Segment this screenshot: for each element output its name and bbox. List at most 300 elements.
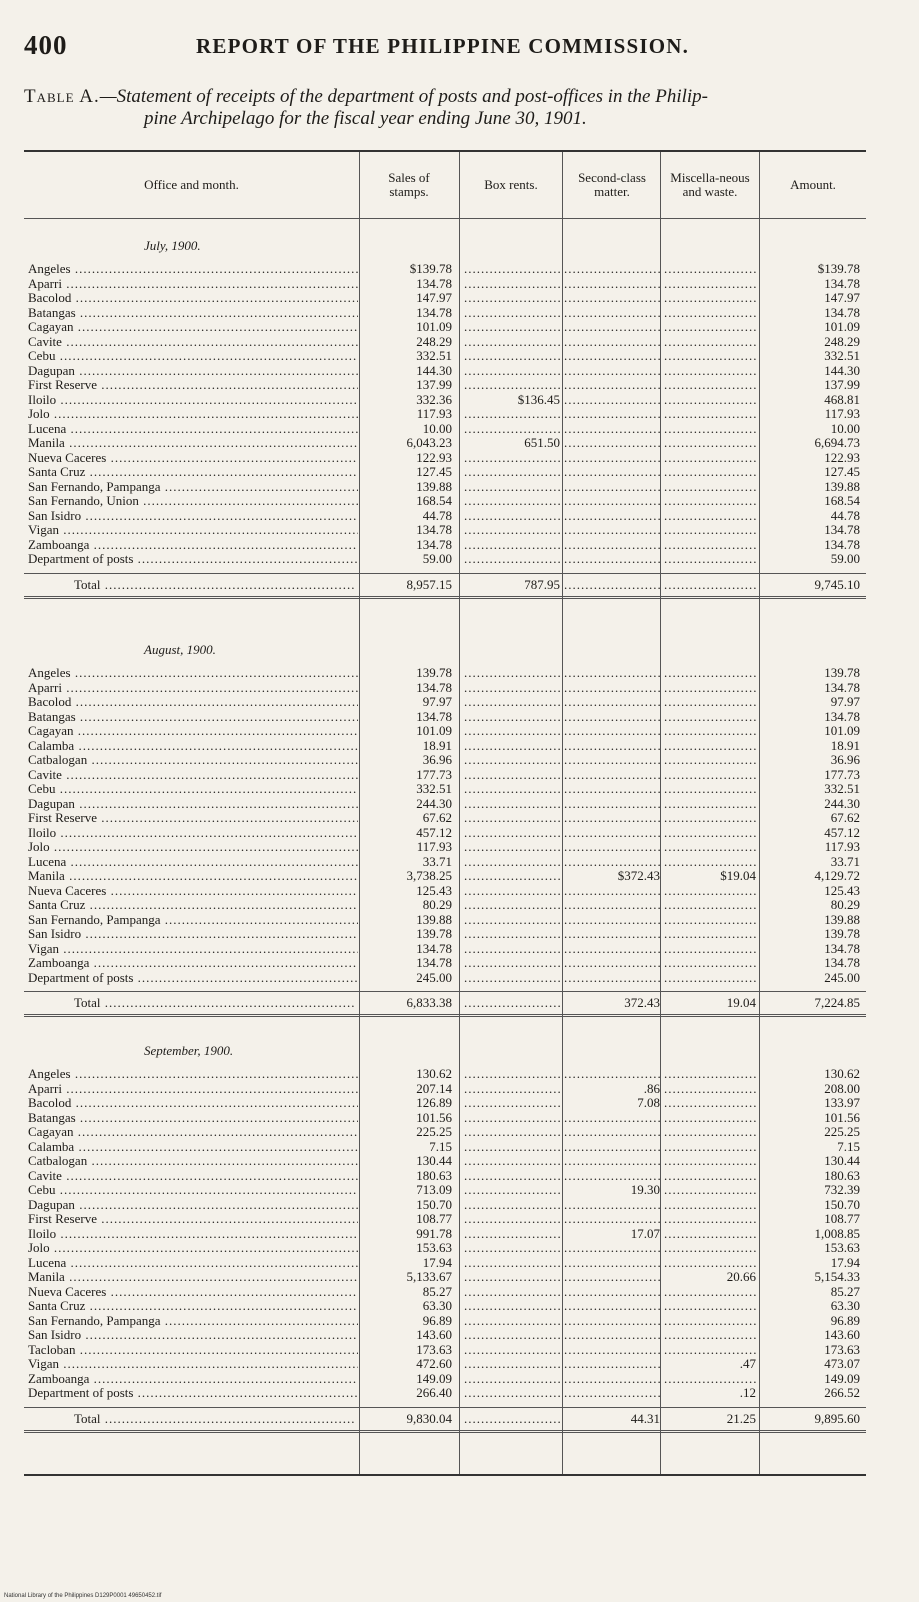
box-cell bbox=[464, 971, 560, 986]
office-name: San Isidro ..... bbox=[28, 927, 358, 942]
table-row bbox=[24, 942, 866, 957]
box-cell bbox=[464, 1227, 560, 1242]
table-row bbox=[24, 1241, 866, 1256]
misc-cell bbox=[664, 436, 756, 451]
amount-cell: 168.54 bbox=[824, 494, 860, 508]
misc-cell bbox=[664, 1299, 756, 1314]
office-name: Nueva Caceres ..... bbox=[28, 884, 358, 899]
misc-cell bbox=[664, 753, 756, 768]
amount-cell: 44.78 bbox=[830, 508, 860, 523]
office-name: Cavite ..... bbox=[28, 768, 358, 783]
office-name: Jolo ..... bbox=[28, 407, 358, 422]
amount-cell: 33.71 bbox=[830, 854, 860, 869]
second-cell bbox=[564, 1386, 660, 1401]
misc-cell: .12 bbox=[739, 1386, 756, 1400]
header-box-rents: Box rents. bbox=[484, 177, 538, 192]
misc-cell bbox=[664, 1096, 756, 1111]
office-name: San Fernando, Pampanga ..... bbox=[28, 480, 358, 495]
misc-cell bbox=[664, 1328, 756, 1343]
table-row bbox=[24, 1256, 866, 1271]
office-name: Cebu ..... bbox=[28, 782, 358, 797]
misc-cell bbox=[664, 884, 756, 899]
box-cell bbox=[464, 407, 560, 422]
caption-line-2: pine Archipelago for the fiscal year ending June 30, 1901. bbox=[144, 108, 587, 129]
stamps-cell: 245.00 bbox=[416, 970, 452, 985]
total-row bbox=[24, 1407, 866, 1433]
misc-cell bbox=[664, 666, 756, 681]
stamps-cell: 177.73 bbox=[416, 767, 452, 782]
office-name: Santa Cruz ..... bbox=[28, 1299, 358, 1314]
misc-cell bbox=[664, 364, 756, 379]
running-title: REPORT OF THE PHILIPPINE COMMISSION. bbox=[196, 34, 690, 58]
second-cell bbox=[564, 1372, 660, 1387]
table-row bbox=[24, 1082, 866, 1097]
office-name: Angeles ..... bbox=[28, 1067, 358, 1082]
amount-cell: 147.97 bbox=[824, 291, 860, 305]
box-cell bbox=[464, 1125, 560, 1140]
misc-cell bbox=[664, 942, 756, 957]
page-number: 400 bbox=[24, 30, 68, 60]
office-name: Zamboanga ..... bbox=[28, 1372, 358, 1387]
table-row bbox=[24, 666, 866, 681]
box-cell bbox=[464, 739, 560, 754]
misc-cell bbox=[664, 1212, 756, 1227]
misc-cell bbox=[664, 1198, 756, 1213]
table-row bbox=[24, 1125, 866, 1140]
office-name: San Isidro ..... bbox=[28, 1328, 358, 1343]
table-row bbox=[24, 710, 866, 725]
second-cell bbox=[564, 913, 660, 928]
table-row bbox=[24, 797, 866, 812]
page-header bbox=[24, 30, 894, 70]
misc-cell bbox=[664, 927, 756, 942]
amount-cell: 80.29 bbox=[830, 898, 860, 912]
stamps-cell: 134.78 bbox=[416, 537, 452, 552]
misc-cell bbox=[664, 768, 756, 783]
misc-cell bbox=[664, 840, 756, 855]
amount-cell: 473.07 bbox=[824, 1357, 860, 1371]
stamps-cell: 117.93 bbox=[416, 840, 452, 854]
office-name: First Reserve ..... bbox=[28, 378, 358, 393]
amount-cell: 18.91 bbox=[830, 738, 860, 753]
office-name: Aparri ..... bbox=[28, 1082, 358, 1097]
second-cell bbox=[564, 393, 660, 408]
table-row bbox=[24, 898, 866, 913]
office-name: Vigan ..... bbox=[28, 523, 358, 538]
box-cell bbox=[464, 1285, 560, 1300]
amount-cell: 1,008.85 bbox=[814, 1226, 860, 1241]
amount-cell: 245.00 bbox=[824, 970, 860, 985]
second-cell bbox=[564, 1111, 660, 1126]
stamps-cell: 130.44 bbox=[416, 1154, 452, 1168]
stamps-cell: 6,043.23 bbox=[406, 436, 452, 450]
office-name: Nueva Caceres ..... bbox=[28, 451, 358, 466]
table-row bbox=[24, 291, 866, 306]
second-cell bbox=[564, 753, 660, 768]
amount-cell: 248.29 bbox=[824, 334, 860, 349]
amount-cell: 153.63 bbox=[824, 1241, 860, 1255]
amount-cell: 134.78 bbox=[824, 680, 860, 695]
second-cell bbox=[564, 739, 660, 754]
office-name: Dagupan ..... bbox=[28, 1198, 358, 1213]
table-row bbox=[24, 1212, 866, 1227]
table-row bbox=[24, 1314, 866, 1329]
second-cell bbox=[564, 262, 660, 277]
misc-cell bbox=[664, 971, 756, 986]
box-cell bbox=[464, 840, 560, 855]
amount-cell: 208.00 bbox=[824, 1081, 860, 1096]
misc-cell bbox=[664, 898, 756, 913]
box-cell bbox=[464, 1357, 560, 1372]
amount-cell: 127.45 bbox=[824, 465, 860, 479]
box-cell bbox=[464, 1212, 560, 1227]
office-name: Cagayan ..... bbox=[28, 724, 358, 739]
office-name: Jolo ..... bbox=[28, 1241, 358, 1256]
stamps-cell: $139.78 bbox=[409, 262, 452, 276]
table-row bbox=[24, 927, 866, 942]
table-row bbox=[24, 753, 866, 768]
total-second-cell: 44.31 bbox=[630, 1410, 660, 1426]
table-row bbox=[24, 855, 866, 870]
second-cell bbox=[564, 291, 660, 306]
second-cell bbox=[564, 1328, 660, 1343]
second-cell bbox=[564, 956, 660, 971]
second-cell bbox=[564, 855, 660, 870]
box-cell bbox=[464, 1343, 560, 1358]
stamps-cell: 472.60 bbox=[416, 1357, 452, 1371]
stamps-cell: 134.78 bbox=[416, 709, 452, 724]
stamps-cell: 80.29 bbox=[422, 898, 452, 912]
box-cell bbox=[464, 1198, 560, 1213]
table-row bbox=[24, 956, 866, 971]
misc-cell: 20.66 bbox=[726, 1270, 756, 1284]
office-name: Nueva Caceres ..... bbox=[28, 1285, 358, 1300]
office-name: Santa Cruz ..... bbox=[28, 465, 358, 480]
stamps-cell: 143.60 bbox=[416, 1328, 452, 1342]
stamps-cell: 126.89 bbox=[416, 1096, 452, 1110]
box-cell bbox=[464, 927, 560, 942]
table-header bbox=[24, 152, 866, 219]
box-cell bbox=[464, 1067, 560, 1082]
stamps-cell: 10.00 bbox=[422, 421, 452, 436]
table-row bbox=[24, 1270, 866, 1285]
office-name: Iloilo ..... bbox=[28, 826, 358, 841]
box-cell: $136.45 bbox=[517, 392, 560, 407]
box-cell bbox=[464, 494, 560, 509]
office-name: Aparri ..... bbox=[28, 681, 358, 696]
table-row bbox=[24, 739, 866, 754]
stamps-cell: 134.78 bbox=[416, 956, 452, 970]
table-row bbox=[24, 451, 866, 466]
office-name: Bacolod ..... bbox=[28, 695, 358, 710]
office-name: Manila ..... bbox=[28, 1270, 358, 1285]
stamps-cell: 713.09 bbox=[416, 1183, 452, 1197]
amount-cell: 101.56 bbox=[824, 1110, 860, 1125]
table-row bbox=[24, 1372, 866, 1387]
second-cell bbox=[564, 349, 660, 364]
stamps-cell: 139.78 bbox=[416, 666, 452, 680]
office-name: San Fernando, Union ..... bbox=[28, 494, 358, 509]
amount-cell: 4,129.72 bbox=[814, 869, 860, 883]
table-row bbox=[24, 1154, 866, 1169]
table-row bbox=[24, 1169, 866, 1184]
second-cell bbox=[564, 695, 660, 710]
total-misc-cell bbox=[664, 574, 756, 596]
office-name: Catbalogan ..... bbox=[28, 753, 358, 768]
amount-cell: 85.27 bbox=[830, 1284, 860, 1299]
misc-cell bbox=[664, 306, 756, 321]
stamps-cell: 122.93 bbox=[416, 450, 452, 465]
stamps-cell: 137.99 bbox=[416, 378, 452, 392]
second-cell bbox=[564, 378, 660, 393]
total-second-cell: 372.43 bbox=[624, 995, 660, 1010]
box-cell bbox=[464, 480, 560, 495]
office-name: Lucena ..... bbox=[28, 855, 358, 870]
amount-cell: 6,694.73 bbox=[814, 436, 860, 450]
stamps-cell: 101.09 bbox=[416, 320, 452, 334]
stamps-cell: 3,738.25 bbox=[406, 869, 452, 883]
second-cell bbox=[564, 407, 660, 422]
stamps-cell: 173.63 bbox=[416, 1342, 452, 1357]
amount-cell: 67.62 bbox=[830, 811, 860, 825]
receipts-table bbox=[24, 150, 866, 1476]
box-cell bbox=[464, 724, 560, 739]
stamps-cell: 36.96 bbox=[422, 753, 452, 767]
office-name: First Reserve ..... bbox=[28, 811, 358, 826]
misc-cell bbox=[664, 538, 756, 553]
total-amount-cell: 9,745.10 bbox=[814, 576, 860, 592]
amount-cell: 133.97 bbox=[824, 1096, 860, 1110]
total-label: Total ..... bbox=[74, 574, 354, 596]
second-cell bbox=[564, 1357, 660, 1372]
table-row bbox=[24, 523, 866, 538]
misc-cell bbox=[664, 1314, 756, 1329]
misc-cell bbox=[664, 1082, 756, 1097]
table-row bbox=[24, 1299, 866, 1314]
office-name: Jolo ..... bbox=[28, 840, 358, 855]
second-cell bbox=[564, 797, 660, 812]
amount-cell: 139.78 bbox=[824, 666, 860, 680]
second-cell bbox=[564, 884, 660, 899]
misc-cell bbox=[664, 710, 756, 725]
amount-cell: 59.00 bbox=[830, 552, 860, 566]
stamps-cell: 85.27 bbox=[422, 1284, 452, 1299]
amount-cell: 7.15 bbox=[837, 1139, 860, 1154]
box-cell bbox=[464, 710, 560, 725]
second-cell bbox=[564, 277, 660, 292]
second-cell bbox=[564, 768, 660, 783]
box-cell bbox=[464, 942, 560, 957]
amount-cell: 17.94 bbox=[830, 1255, 860, 1270]
amount-cell: 139.88 bbox=[824, 479, 860, 494]
box-cell bbox=[464, 306, 560, 321]
stamps-cell: 59.00 bbox=[422, 552, 452, 566]
box-cell bbox=[464, 855, 560, 870]
total-box-cell: 787.95 bbox=[524, 576, 560, 592]
misc-cell bbox=[664, 1183, 756, 1198]
box-cell bbox=[464, 1111, 560, 1126]
amount-cell: 177.73 bbox=[824, 767, 860, 782]
stamps-cell: 139.78 bbox=[416, 927, 452, 941]
office-name: Iloilo ..... bbox=[28, 1227, 358, 1242]
table-row bbox=[24, 681, 866, 696]
box-cell bbox=[464, 666, 560, 681]
table-row bbox=[24, 494, 866, 509]
amount-cell: 130.44 bbox=[824, 1154, 860, 1168]
stamps-cell: 248.29 bbox=[416, 334, 452, 349]
total-second-cell bbox=[564, 574, 660, 596]
misc-cell bbox=[664, 1343, 756, 1358]
second-cell bbox=[564, 1241, 660, 1256]
misc-cell bbox=[664, 695, 756, 710]
office-name: Bacolod ..... bbox=[28, 291, 358, 306]
misc-cell bbox=[664, 956, 756, 971]
table-row bbox=[24, 378, 866, 393]
stamps-cell: 134.78 bbox=[416, 941, 452, 956]
box-cell bbox=[464, 1096, 560, 1111]
caption-label: Table A. bbox=[24, 86, 100, 107]
table-row bbox=[24, 335, 866, 350]
stamps-cell: 244.30 bbox=[416, 796, 452, 811]
misc-cell bbox=[664, 739, 756, 754]
amount-cell: 108.77 bbox=[824, 1212, 860, 1226]
amount-cell: 173.63 bbox=[824, 1342, 860, 1357]
box-cell bbox=[464, 811, 560, 826]
stamps-cell: 134.78 bbox=[416, 305, 452, 320]
stamps-cell: 150.70 bbox=[416, 1197, 452, 1212]
scan-footer: National Library of the Philippines D129P0001 49650452.tif bbox=[4, 1593, 162, 1599]
table-row bbox=[24, 826, 866, 841]
box-cell bbox=[464, 378, 560, 393]
amount-cell: 97.97 bbox=[830, 695, 860, 709]
table-row bbox=[24, 971, 866, 986]
misc-cell bbox=[664, 494, 756, 509]
table-row bbox=[24, 349, 866, 364]
box-cell bbox=[464, 422, 560, 437]
amount-cell: 332.51 bbox=[824, 782, 860, 796]
total-box-cell bbox=[464, 1408, 560, 1430]
office-name: San Fernando, Pampanga ..... bbox=[28, 1314, 358, 1329]
stamps-cell: 101.09 bbox=[416, 724, 452, 738]
table-row bbox=[24, 422, 866, 437]
second-cell bbox=[564, 1314, 660, 1329]
misc-cell bbox=[664, 320, 756, 335]
box-cell bbox=[464, 538, 560, 553]
stamps-cell: 44.78 bbox=[422, 508, 452, 523]
office-name: Batangas ..... bbox=[28, 306, 358, 321]
office-name: Department of posts ..... bbox=[28, 552, 358, 567]
table-row bbox=[24, 811, 866, 826]
amount-cell: 134.78 bbox=[824, 305, 860, 320]
second-cell bbox=[564, 1270, 660, 1285]
second-cell bbox=[564, 523, 660, 538]
office-name: Lucena ..... bbox=[28, 422, 358, 437]
misc-cell bbox=[664, 378, 756, 393]
stamps-cell: 134.78 bbox=[416, 680, 452, 695]
stamps-cell: 18.91 bbox=[422, 738, 452, 753]
box-cell bbox=[464, 913, 560, 928]
box-cell bbox=[464, 349, 560, 364]
amount-cell: 139.78 bbox=[824, 927, 860, 941]
stamps-cell: 134.78 bbox=[416, 276, 452, 291]
office-name: Iloilo ..... bbox=[28, 393, 358, 408]
office-name: Tacloban ..... bbox=[28, 1343, 358, 1358]
second-cell bbox=[564, 1067, 660, 1082]
office-name: Catbalogan ..... bbox=[28, 1154, 358, 1169]
box-cell bbox=[464, 884, 560, 899]
stamps-cell: 153.63 bbox=[416, 1241, 452, 1255]
table-row bbox=[24, 1285, 866, 1300]
amount-cell: 143.60 bbox=[824, 1328, 860, 1342]
second-cell: 7.08 bbox=[637, 1096, 660, 1110]
office-name: San Fernando, Pampanga ..... bbox=[28, 913, 358, 928]
office-name: Cagayan ..... bbox=[28, 320, 358, 335]
second-cell bbox=[564, 335, 660, 350]
stamps-cell: 5,133.67 bbox=[406, 1270, 452, 1284]
table-row bbox=[24, 465, 866, 480]
misc-cell bbox=[664, 465, 756, 480]
table-row bbox=[24, 1328, 866, 1343]
misc-cell bbox=[664, 811, 756, 826]
header-second-class: Second-class matter. bbox=[578, 170, 646, 199]
section-title: July, 1900. bbox=[144, 238, 201, 253]
table-row bbox=[24, 913, 866, 928]
amount-cell: 101.09 bbox=[824, 320, 860, 334]
second-cell bbox=[564, 1140, 660, 1155]
stamps-cell: 67.62 bbox=[422, 811, 452, 825]
second-cell bbox=[564, 1198, 660, 1213]
amount-cell: 149.09 bbox=[824, 1371, 860, 1386]
misc-cell bbox=[664, 782, 756, 797]
second-cell bbox=[564, 1256, 660, 1271]
stamps-cell: 130.62 bbox=[416, 1067, 452, 1081]
amount-cell: 732.39 bbox=[824, 1183, 860, 1197]
second-cell bbox=[564, 898, 660, 913]
amount-cell: 134.78 bbox=[824, 709, 860, 724]
total-misc-cell: 19.04 bbox=[726, 995, 756, 1010]
box-cell bbox=[464, 1154, 560, 1169]
table-row bbox=[24, 538, 866, 553]
box-cell bbox=[464, 1082, 560, 1097]
box-cell bbox=[464, 465, 560, 480]
box-cell bbox=[464, 1241, 560, 1256]
second-cell bbox=[564, 1343, 660, 1358]
office-name: Cebu ..... bbox=[28, 349, 358, 364]
box-cell bbox=[464, 869, 560, 884]
box-cell bbox=[464, 364, 560, 379]
table-row bbox=[24, 884, 866, 899]
table-row bbox=[24, 262, 866, 277]
total-box-cell bbox=[464, 992, 560, 1014]
second-cell bbox=[564, 422, 660, 437]
box-cell bbox=[464, 552, 560, 567]
stamps-cell: 17.94 bbox=[422, 1255, 452, 1270]
amount-cell: 134.78 bbox=[824, 523, 860, 537]
amount-cell: 63.30 bbox=[830, 1299, 860, 1313]
office-name: Calamba ..... bbox=[28, 739, 358, 754]
stamps-cell: 332.51 bbox=[416, 349, 452, 363]
total-stamps-cell: 8,957.15 bbox=[406, 576, 452, 592]
header-misc: Miscella-neous and waste. bbox=[670, 170, 750, 199]
amount-cell: 10.00 bbox=[830, 421, 860, 436]
header-amount: Amount. bbox=[790, 177, 836, 192]
amount-cell: 180.63 bbox=[824, 1168, 860, 1183]
box-cell bbox=[464, 681, 560, 696]
stamps-cell: 96.89 bbox=[422, 1313, 452, 1328]
office-name: Manila ..... bbox=[28, 869, 358, 884]
box-cell bbox=[464, 1183, 560, 1198]
office-name: Zamboanga ..... bbox=[28, 956, 358, 971]
